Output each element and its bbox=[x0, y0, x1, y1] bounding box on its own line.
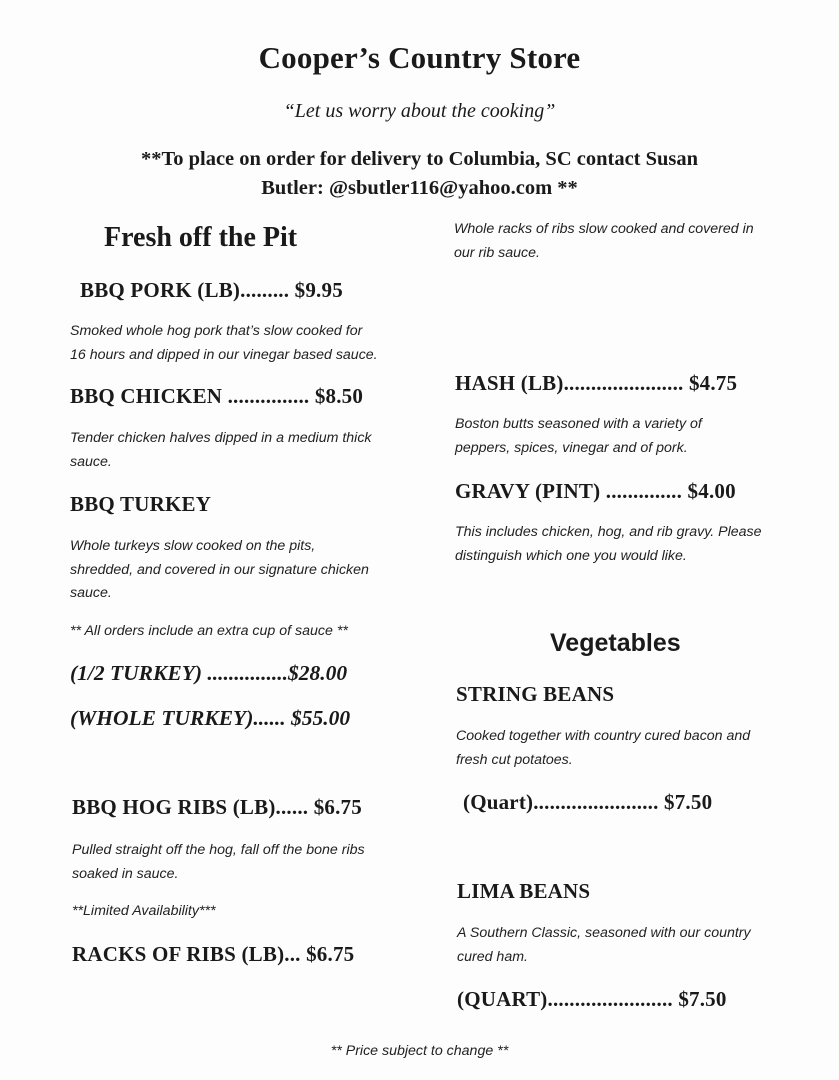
item-name: HASH (LB) bbox=[455, 371, 564, 395]
desc-line: 16 hours and dipped in our vinegar based sauce. bbox=[70, 346, 378, 363]
sauce-note: ** All orders include an extra cup of sauce ** bbox=[70, 623, 348, 639]
item-name: BBQ CHICKEN bbox=[70, 384, 223, 408]
menu-item-whole-turkey bbox=[70, 706, 350, 731]
section-title-fresh-off-the-pit: Fresh off the Pit bbox=[104, 222, 298, 253]
desc-line: Whole turkeys slow cooked on the pits, bbox=[70, 538, 316, 554]
item-price: $7.50 bbox=[678, 987, 727, 1011]
desc-line: A Southern Classic, seasoned with our country bbox=[457, 925, 751, 941]
desc-line: fresh cut potatoes. bbox=[456, 751, 573, 768]
menu-item-bbq-turkey: BBQ TURKEY bbox=[70, 492, 212, 516]
item-description-string-beans bbox=[456, 725, 826, 772]
item-name: (1/2 TURKEY) bbox=[70, 661, 202, 685]
menu-item-string-beans-quart bbox=[463, 790, 712, 815]
desc-line: Tender chicken halves dipped in a medium thick bbox=[70, 430, 372, 446]
store-title: Cooper’s Country Store bbox=[258, 40, 581, 75]
item-price: $6.75 bbox=[306, 942, 355, 966]
item-price: $4.75 bbox=[688, 371, 738, 395]
contact-info bbox=[0, 145, 839, 203]
menu-item-lima-beans: LIMA BEANS bbox=[457, 879, 591, 903]
item-name: BBQ PORK (LB) bbox=[80, 278, 241, 302]
item-name: RACKS OF RIBS (LB) bbox=[72, 942, 285, 966]
dot-leader: ... bbox=[284, 942, 301, 966]
limited-availability-note: **Limited Availability*** bbox=[72, 903, 216, 919]
dot-leader: ...... bbox=[275, 795, 309, 819]
item-price: $7.50 bbox=[664, 790, 713, 814]
desc-line: shredded, and covered in our signature chicken bbox=[70, 561, 369, 578]
desc-line: Boston butts seasoned with a variety of bbox=[455, 416, 702, 432]
item-description-bbq-turkey bbox=[70, 535, 430, 606]
desc-line: Whole racks of ribs slow cooked and covered in bbox=[454, 221, 754, 237]
dot-leader: ............... bbox=[207, 661, 288, 685]
menu-item-bbq-pork bbox=[80, 278, 343, 303]
item-description-hash bbox=[455, 413, 815, 460]
item-description-bbq-chicken bbox=[70, 427, 430, 474]
dot-leader: ............... bbox=[227, 384, 310, 408]
desc-line: our rib sauce. bbox=[454, 244, 540, 261]
menu-item-hash bbox=[455, 371, 737, 396]
contact-line-2: Butler: @sbutler116@yahoo.com ** bbox=[261, 177, 578, 199]
menu-item-bbq-hog-ribs bbox=[72, 795, 362, 820]
desc-line: This includes chicken, hog, and rib gravy. Please bbox=[455, 524, 762, 540]
item-price: $4.00 bbox=[687, 479, 736, 503]
menu-item-lima-beans-quart bbox=[457, 987, 727, 1012]
item-price: $9.95 bbox=[294, 278, 343, 302]
dot-leader: ...... bbox=[253, 706, 286, 730]
item-price: $28.00 bbox=[287, 661, 348, 685]
dot-leader: ....................... bbox=[533, 790, 659, 814]
dot-leader: ......... bbox=[240, 278, 290, 302]
item-description-hog-ribs bbox=[72, 839, 432, 886]
item-size: (Quart) bbox=[463, 790, 534, 814]
item-description-lima-beans bbox=[457, 922, 827, 969]
desc-line: Smoked whole hog pork that’s slow cooked for bbox=[70, 323, 363, 339]
item-price: $55.00 bbox=[290, 706, 351, 730]
desc-line: sauce. bbox=[70, 453, 112, 470]
section-title-vegetables: Vegetables bbox=[550, 629, 681, 657]
menu-item-racks-of-ribs bbox=[72, 942, 354, 967]
menu-item-gravy bbox=[455, 479, 736, 504]
item-price: $8.50 bbox=[314, 384, 364, 408]
contact-line-1: **To place on order for delivery to Columbia, SC contact Susan bbox=[140, 148, 699, 170]
item-description-bbq-pork bbox=[70, 320, 430, 367]
dot-leader: ....................... bbox=[547, 987, 673, 1011]
menu-item-bbq-chicken bbox=[70, 384, 363, 409]
item-description-racks-of-ribs bbox=[454, 218, 814, 265]
desc-line: Pulled straight off the hog, fall off the bone ribs bbox=[72, 842, 365, 858]
desc-line: cured ham. bbox=[457, 948, 528, 965]
desc-line: sauce. bbox=[70, 585, 112, 601]
desc-line: peppers, spices, vinegar and of pork. bbox=[455, 439, 688, 456]
item-size: (QUART) bbox=[457, 987, 548, 1011]
menu-item-string-beans: STRING BEANS bbox=[456, 682, 615, 706]
desc-line: soaked in sauce. bbox=[72, 865, 179, 882]
item-price: $6.75 bbox=[313, 795, 362, 819]
menu-item-half-turkey bbox=[70, 661, 347, 686]
desc-line: distinguish which one you would like. bbox=[455, 547, 687, 564]
item-name: BBQ HOG RIBS (LB) bbox=[72, 795, 276, 819]
item-name: (WHOLE TURKEY) bbox=[70, 706, 254, 730]
item-name: GRAVY (PINT) bbox=[455, 479, 601, 503]
tagline: “Let us worry about the cooking” bbox=[283, 100, 556, 122]
price-disclaimer: ** Price subject to change ** bbox=[330, 1043, 509, 1059]
dot-leader: .............. bbox=[605, 479, 683, 503]
desc-line: Cooked together with country cured bacon and bbox=[456, 728, 751, 744]
item-description-gravy bbox=[455, 521, 825, 568]
dot-leader: ...................... bbox=[563, 371, 684, 395]
